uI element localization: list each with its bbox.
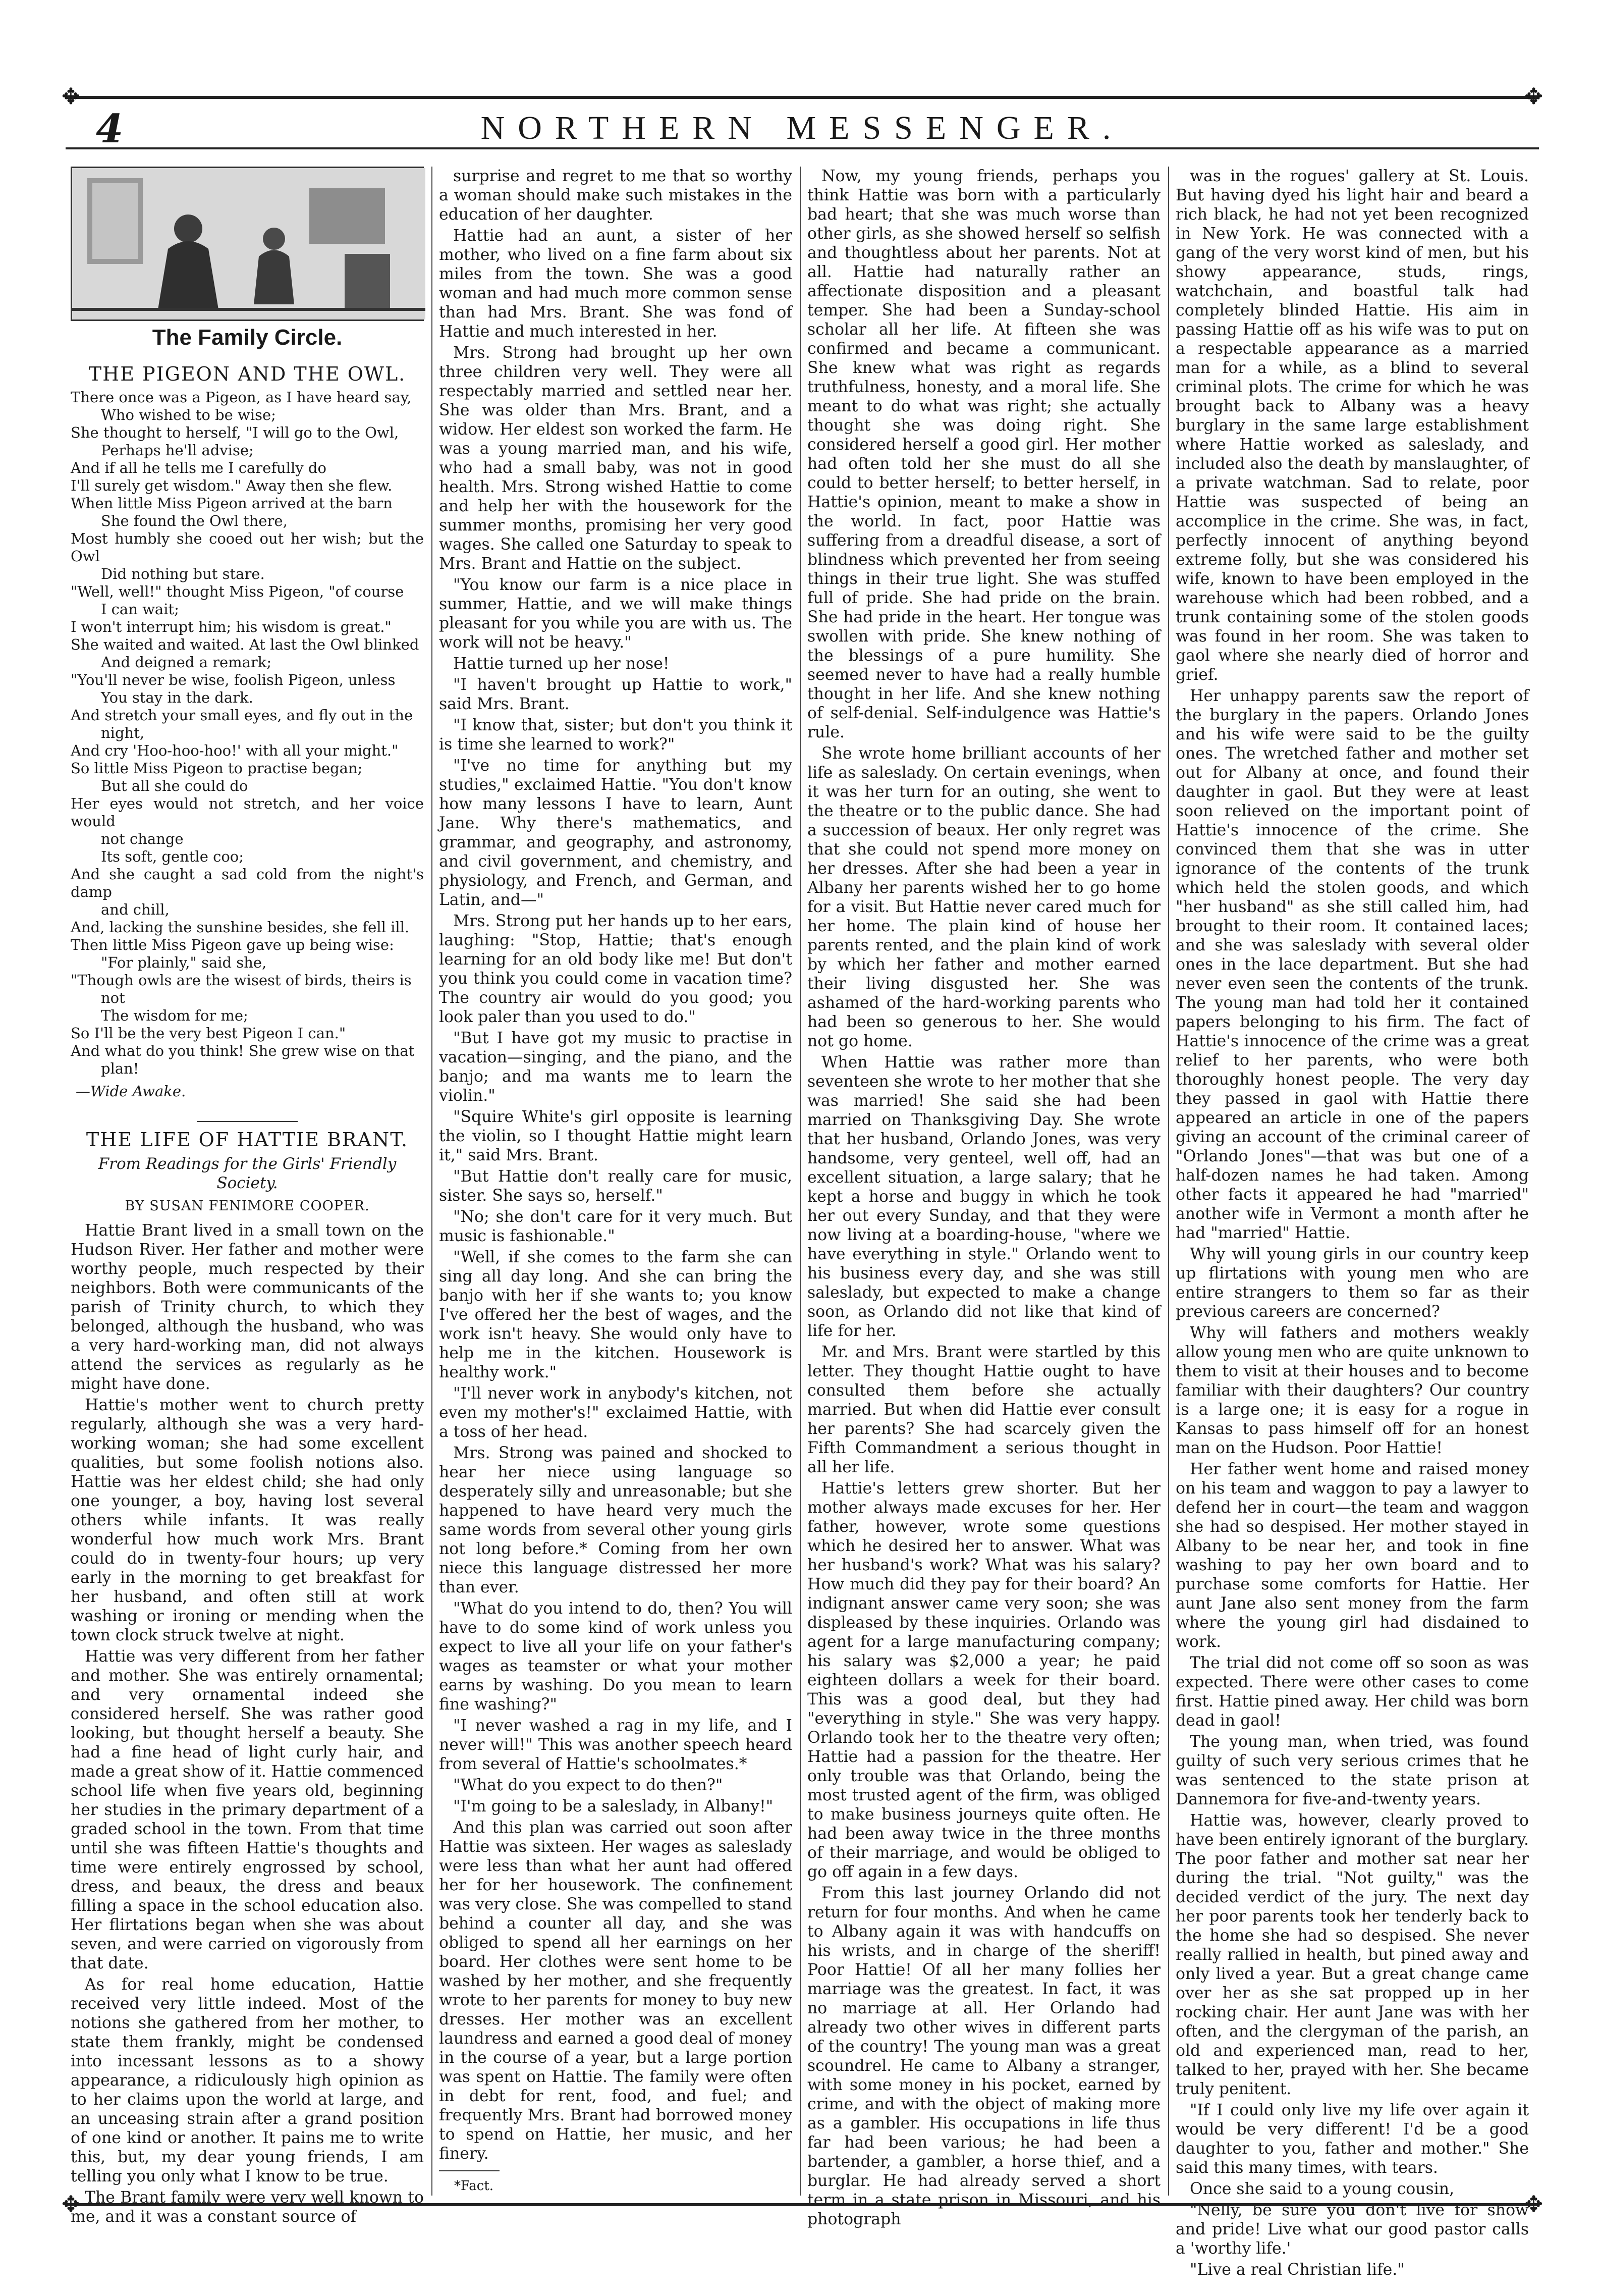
article-paragraph: From this last journey Orlando did not return for four months. And when he came to Albany again it was with handcuffs on his wrists, and in charge of the sheriff! Poor Hattie! Of all her many follies her marriage was the greatest. In fact, it was no marriage at all. Her Orlando had already two other wives in different parts of the country! The young man was a great scoundrel. He came to Albany a stranger, with some money in his pocket, earned by crime, and with the object of making more as a gambler. His occupations in life thus far had been various; he had been a bartender, a gambler, a horse thief, and a burglar. He had already served a short term in a state prison in Missouri, and his photograph: [807, 1884, 1161, 2228]
article-paragraph: Mrs. Strong put her hands up to her ears, laughing: "Stop, Hattie; that's enough learning for an old body like me! But don't you think you could come in vacation time? The country air would do you good; you look paler than you used to do.": [439, 912, 792, 1026]
article-paragraph: "Nelly, be sure you don't live for show and pride! Live what our good pastor calls a 'worthy life.': [1176, 2201, 1529, 2258]
poem-line: Then little Miss Pigeon gave up being wise:: [71, 936, 394, 953]
article-paragraph: Once she said to a young cousin,: [1190, 2180, 1455, 2198]
poem-line: She waited and waited. At last the Owl blinked: [71, 636, 419, 653]
footer-rule: [66, 2203, 1539, 2206]
poem-line: plan!: [101, 1060, 139, 1077]
article-paragraph: When Hattie was rather more than seventeen she wrote to her mother that she was married! She said she had been married on Thanksgiving Day. She wrote that her husband, Orlando Jones, was very handsome, very genteel, well off, had an excellent situation, a large salary; that he kept a horse and buggy in which he took her out every Sunday, and that they were now living at a boarding-house, "where we have everything in style." Orlando went to his business every day, and she was still saleslady, but expected to make a change soon, as Orlando did not like that kind of life for her.: [807, 1053, 1161, 1340]
poem-line: When little Miss Pigeon arrived at the barn: [71, 495, 393, 512]
poem-line: And, lacking the sunshine besides, she fell ill.: [71, 919, 410, 936]
article-paragraph: "No; she don't care for it very much. But music is fashionable.": [439, 1208, 792, 1245]
article-paragraph: "Well, if she comes to the farm she can sing all day long. And she can bring the banjo with her if she wants to; you know I've offered her the best of wages, and the work isn't heavy. She would only have to help me in the kitchen. Housework is healthy work.": [439, 1248, 792, 1381]
column-3: [807, 167, 1161, 2228]
article-paragraph: "I haven't brought up Hattie to work," said Mrs. Brant.: [439, 676, 792, 713]
article-paragraph: Now, my young friends, perhaps you think Hattie was born with a particularly bad heart; that she was much worse than other girls, as she showed herself so selfish and thoughtless about her parents. Not at all. Hattie had naturally rather an affectionate disposition and a pleasant temper. She had been a Sunday-school scholar all her life. At fifteen she was confirmed and became a communicant. She knew what was right as regards truthfulness, honesty, and a moral life. She meant to do what was right; she actually thought she was doing right. She considered herself a good girl. Her mother had often told her she must do all she could to better herself; to better herself, in Hattie's opinion, meant to make a show in the world. In fact, poor Hattie was suffering from a dreadful disease, a sort of blindness which prevented her from seeing things in their true light. She was stuffed full of pride. She had pride on the brain. She had pride in the heart. Her tongue was swollen with pride. She knew nothing of the blessings of a pure humility. She seemed never to have had a really humble thought in her life. And she knew nothing of self-denial. Self-indulgence was Hattie's rule.: [807, 167, 1161, 741]
article-paragraph: Hattie was, however, clearly proved to have been entirely ignorant of the burglary. The poor father and mother sat near her during the trial. "Not guilty," was the decided verdict of the jury. The next day her poor parents took her tenderly back to the home she had so despised. She never really rallied in health, but pined away and only lived a year. But a great change came over her as she sat propped up in her rocking chair. Her aunt Jane was with her often, and the clergyman of the parish, an old and experienced man, read to her, talked to her, prayed with her. She became truly penitent.: [1176, 1811, 1529, 2098]
article-paragraph: "But Hattie don't really care for music, sister. She says so, herself.": [439, 1167, 792, 1205]
footnote-rule: [439, 2170, 500, 2171]
article-paragraph: She wrote home brilliant accounts of her life as saleslady. On certain evenings, when it was her turn for an outing, she went to the theatre or to the public dance. She had a succession of beaux. Her only regret was that she could not spend more money on her dresses. After she had been a year in Albany her parents wished her to go home for a visit. But Hattie never cared much for her home. The plain kind of house her parents rented, and the plain kind of work by which her father and mother earned their living disgusted her. She was ashamed of the hard-working parents who had been so generous to her. She would not go home.: [807, 744, 1161, 1050]
article-paragraph: "I'm going to be a saleslady, in Albany!": [453, 1797, 774, 1816]
poem-line: So little Miss Pigeon to practise began;: [71, 760, 363, 777]
poem-line: And she caught a sad cold from the night's damp: [71, 866, 424, 900]
poem-line: There once was a Pigeon, as I have heard say,: [71, 389, 412, 406]
poem-line: and chill,: [101, 901, 170, 918]
article-paragraph: Why will fathers and mothers weakly allow young men who are quite unknown to them to visit at their houses and to become familiar with their daughters? Our country is a large one; it is easy for a rogue in Kansas to pass himself off for an honest man on the Hudson. Poor Hattie!: [1176, 1324, 1529, 1457]
article-paragraph: Hattie's letters grew shorter. But her mother always made excuses for her. Her father, however, wrote some questions which he desired her to answer. What was her husband's work? What was his salary? How much did they pay for their board? An indignant answer came very soon; she was displeased by these inquiries. Orlando was agent for a large manufacturing company; his salary was $2,000 a year; he paid eighteen dollars a week for their board. This was a good deal, but they had "everything in style." She was very happy. Orlando took her to the theatre very often; Hattie had a passion for the theatre. Her only trouble was that Orlando, being the most trusted agent of the firm, was obliged to make business journeys quite often. He had been away twice in the three months of their marriage, and would be obliged to go off again in a few days.: [807, 1479, 1161, 1881]
article-paragraph: "I've no time for anything but my studies," exclaimed Hattie. "You don't know how many lessons I have to learn, Aunt Jane. Why there's mathematics, and grammar, and geography, and astronomy, and civil government, and chemistry, and physiology, and French, and German, and Latin, and—": [439, 757, 792, 909]
poem-line: And cry 'Hoo-hoo-hoo!' with all your might.": [71, 742, 399, 759]
article-paragraph: The trial did not come off so soon as was expected. There were other cases to come first. Hattie pined away. Her child was born dead in gaol!: [1176, 1654, 1529, 1730]
section-title: The Family Circle.: [152, 325, 343, 350]
poem-line: "Though owls are the wisest of birds, theirs is: [71, 972, 412, 989]
article-subtitle: From Readings for the Girls' Friendly Society.: [98, 1155, 397, 1192]
article-paragraph: Why will young girls in our country keep up flirtations with young men who are entire strangers to them so far as their previous careers are concerned?: [1176, 1245, 1529, 1321]
article-paragraph: was in the rogues' gallery at St. Louis. But having dyed his light hair and beard a rich black, he had not yet been recognized in New York. He was connected with a gang of the very worst kind of men, but his showy appearance, studs, rings, watchchain, and boastful talk had completely blinded Hattie. His aim in passing Hattie off as his wife was to put on a respectable appearance as a married man for a while, as a blind to several criminal plots. The crime for which he was brought back to Albany was a heavy burglary in the same large establishment where Hattie worked as saleslady, and included also the death by manslaughter, of a private watchman. Sad to relate, poor Hattie was suspected of being an accomplice in the crime. She was, in fact, perfectly innocent of anything beyond extreme folly, but she was considered his wife, known to have been employed in the warehouse which had been robbed, and a trunk containing some of the stolen goods was found in her room. She was taken to gaol where she nearly died of horror and grief.: [1176, 167, 1529, 684]
footnote: *Fact.: [454, 2178, 494, 2194]
column-1: [71, 167, 424, 2226]
poem-line: night,: [101, 724, 145, 741]
poem-line: And if all he tells me I carefully do: [71, 459, 326, 476]
poem-line: The wisdom for me;: [101, 1007, 248, 1024]
article-paragraph: The Brant family were very well known to me, and it was a constant source of: [71, 2188, 424, 2226]
article-paragraph: Hattie turned up her nose!: [453, 655, 670, 673]
page-header: [62, 84, 1543, 152]
poem-line: Perhaps he'll advise;: [101, 442, 254, 459]
article-byline: BY SUSAN FENIMORE COOPER.: [125, 1198, 370, 1214]
poem-line: I won't interrupt him; his wisdom is great.": [71, 618, 392, 635]
article-paragraph: Her father went home and raised money on his team and waggon to pay a lawyer to defend her in court—the team and waggon she had so despised. Her mother stayed in Albany to be near her, and took in fine washing to pay her own board and to purchase some comforts for Hattie. Her aunt Jane also sent money from the farm where the young girl had disdained to work.: [1176, 1460, 1529, 1651]
poem-line: "You'll never be wise, foolish Pigeon, unless: [71, 671, 396, 688]
family-circle-illustration: [71, 167, 424, 321]
corner-ornament-icon: ✥: [1524, 2192, 1543, 2217]
article-title: THE LIFE OF HATTIE BRANT.: [86, 1129, 409, 1151]
poem-line: not: [101, 989, 125, 1006]
article-paragraph: Hattie was very different from her father and mother. She was entirely ornamental; and very ornamental indeed she considered herself. She was rather good looking, but thought herself a beauty. She had a fine head of light curly hair, and made a great show of it. Hattie commenced school life when five years old, beginning her studies in the primary department of a graded school in the town. From that time until she was fifteen Hattie's thoughts and time were entirely engrossed by school, dress, and beaux, the dress and beaux filling a space in the school education also. Her flirtations began when she was about seven, and were carried on vigorously from that date.: [71, 1647, 424, 1972]
article-paragraph: "Squire White's girl opposite is learning the violin, so I thought Hattie might learn it," said Mrs. Brant.: [439, 1108, 792, 1164]
article-paragraph: Hattie had an aunt, a sister of her mother, who lived on a fine farm about six miles from the town. She was a good woman and had much more common sense than had Mrs. Brant. She was fond of Hattie and much interested in her.: [439, 227, 792, 341]
poem-line: So I'll be the very best Pigeon I can.": [71, 1025, 346, 1042]
poem-line: "Well, well!" thought Miss Pigeon, "of course: [71, 583, 404, 600]
poem-line: And what do you think! She grew wise on that: [71, 1042, 415, 1059]
article-paragraph: surprise and regret to me that so worthy a woman should make such mistakes in the education of her daughter.: [439, 167, 792, 224]
column-rule: [431, 167, 432, 2196]
article-paragraph: Hattie Brant lived in a small town on the Hudson River. Her father and mother were worthy people, much respected by their neighbors. Both were communicants of the parish of Trinity church, to which they belonged, although the husband, who was a very hard-working man, did not always attend the services as regularly as he might have done.: [71, 1221, 424, 1393]
poem-line: Her eyes would not stretch, and her voice would: [71, 795, 424, 830]
newspaper-page: [62, 84, 1543, 2279]
corner-ornament-icon: ✥: [62, 2192, 80, 2217]
article-paragraph: "If I could only live my life over again it would be very different! I'd be a good daughter to you, father and mother." She said this many times, with tears.: [1176, 2101, 1529, 2177]
article-paragraph: "What do you expect to do then?": [453, 1776, 723, 1794]
poem-line: You stay in the dark.: [101, 689, 253, 706]
poem-line: She thought to herself, "I will go to the Owl,: [71, 424, 399, 441]
article-paragraph: As for real home education, Hattie received very little indeed. Most of the notions she gathered from her mother, to state them frankly, might be condensed into incessant lessons as to a showy appearance, a ridiculously high opinion as to her claims upon the world at large, and an unceasing strain after a grand position of one kind or another. It pains me to write this, but, my dear young friends, I am telling you only what I know to be true.: [71, 1975, 424, 2185]
article-paragraph: "But I have got my music to practise in vacation—singing, and the piano, and the banjo; and ma wants me to learn the violin.": [439, 1029, 792, 1105]
article-paragraph: Hattie's mother went to church pretty regularly, although she was a very hard-working woman; she had some excellent qualities, but some foolish notions also. Hattie was her eldest child; she had only one younger, a boy, having lost several others while infants. It was really wonderful how much work Mrs. Brant could do in twenty-four hours; up very early in the morning to get breakfast for her husband, and often still at work washing or ironing or mending when the town clock struck twelve at night.: [71, 1396, 424, 1644]
poem-line: I'll surely get wisdom." Away then she flew.: [71, 477, 393, 494]
article-paragraph: The young man, when tried, was found guilty of such very serious crimes that he was sentenced to the state prison at Dannemora for five-and-twenty years.: [1176, 1733, 1529, 1808]
poem-body: [71, 389, 424, 1078]
article-paragraph: "I never washed a rag in my life, and I never will!" This was another speech heard from several of Hattie's schoolmates.*: [439, 1717, 792, 1773]
poem-line: And stretch your small eyes, and fly out in the: [71, 707, 413, 724]
poem-line: But all she could do: [101, 777, 248, 794]
article-paragraph: Her unhappy parents saw the report of the burglary in the papers. Orlando Jones and his wife were said to be the guilty ones. The wretched father and mother set out for Albany at once, and found their daughter in gaol. But they were at least soon relieved on the important point of Hattie's innocence of the crime. She convinced them that she was in utter ignorance of the contents of the trunk which held the stolen goods, and which "her husband" as she still called him, had brought to their room. It contained laces; and she was saleslady with several older ones in the lace department. But she had never even seen the contents of the trunk. The young man had told her it contained papers belonging to his firm. The fact of Hattie's innocence of the crime was a great relief to her parents, who were both thoroughly honest people. The very day they passed in gaol with Hattie there appeared an article in one of the papers giving an account of the criminal career of "Orlando Jones"—that was but one of a half-dozen names he had taken. Among other facts it appeared he had "married" another wife in Vermont a month after he had "married" Hattie.: [1176, 687, 1529, 1242]
column-4: [1176, 167, 1529, 2279]
poem-title: THE PIGEON AND THE OWL.: [88, 363, 406, 385]
poem-line: Who wished to be wise;: [101, 406, 276, 423]
poem-line: Its soft, gentle coo;: [101, 848, 244, 865]
article-paragraph: "I'll never work in anybody's kitchen, not even my mother's!" exclaimed Hattie, with a toss of her head.: [439, 1384, 792, 1441]
poem-line: "For plainly," said she,: [101, 954, 267, 971]
article-paragraph: "You know our farm is a nice place in summer, Hattie, and we will make things pleasant for you while you are with us. The work will not be heavy.": [439, 576, 792, 652]
article-paragraph: Mr. and Mrs. Brant were startled by this letter. They thought Hattie ought to have consulted them before she actually married. But when did Hattie ever consult her parents? She had scarcely given the Fifth Commandment a serious thought in all her life.: [807, 1343, 1161, 1476]
article-paragraph: Mrs. Strong had brought up her own three children very well. They were all respectably married and settled near her. She was older than Mrs. Brant, and a widow. Her eldest son worked the farm. He was a young married man, and his wife, who had a small baby, was not in good health. Mrs. Strong wished Hattie to come and help her with the housework for the summer months, promising her very good wages. She called one Saturday to speak to Mrs. Brant and Hattie on the subject.: [439, 344, 792, 573]
column-2: [439, 167, 792, 2196]
column-rule: [800, 167, 801, 2196]
section-separator: [197, 1121, 298, 1122]
article-paragraph: Mrs. Strong was pained and shocked to hear her niece using language so desperately silly and unreasonable; but she happened to have heard very much the same words from several other young girls not long before.* Coming from her own niece this language distressed her more than ever.: [439, 1444, 792, 1596]
poem-line: Did nothing but stare.: [101, 565, 265, 582]
column-rule: [1168, 167, 1169, 2196]
poem-line: I can wait;: [101, 601, 179, 618]
header-bottom-rule: [66, 147, 1539, 149]
poem-source: —Wide Awake.: [76, 1083, 186, 1100]
article-paragraph: "Live a real Christian life.": [1190, 2261, 1405, 2279]
poem-line: not change: [101, 830, 184, 847]
engraving-icon: [72, 168, 425, 319]
corner-ornament-icon: ✥: [62, 84, 80, 110]
page-number: 4: [96, 106, 124, 152]
poem-line: Most humbly she cooed out her wish; but the Owl: [71, 530, 424, 565]
corner-ornament-icon: ✥: [1524, 84, 1543, 110]
poem-line: And deigned a remark;: [101, 654, 272, 671]
header-top-rule: [66, 96, 1539, 99]
newspaper-title: NORTHERN MESSENGER.: [480, 110, 1124, 146]
article-paragraph: And this plan was carried out soon after Hattie was sixteen. Her wages as saleslady were less than what her aunt had offered her for her housework. The confinement was very close. She was compelled to stand behind a counter all day, and she was obliged to spend all her earnings on her board. Her clothes were sent home to be washed by her mother, and she frequently wrote to her parents for money to buy new dresses. Her mother was an excellent laundress and earned a good deal of money in the course of a year, but a large portion was spent on Hattie. The family were often in debt for rent, food, and fuel; and frequently Mrs. Brant had borrowed money to spend on Hattie, her music, and her finery.: [439, 1819, 792, 2163]
article-paragraph: "I know that, sister; but don't you think it is time she learned to work?": [439, 716, 792, 754]
poem-line: She found the Owl there,: [101, 512, 288, 529]
article-paragraph: "What do you intend to do, then? You will have to do some kind of work unless you expect to live all your life on your father's wages as teamster or what your mother earns by washing. Do you mean to learn fine washing?": [439, 1599, 792, 1714]
